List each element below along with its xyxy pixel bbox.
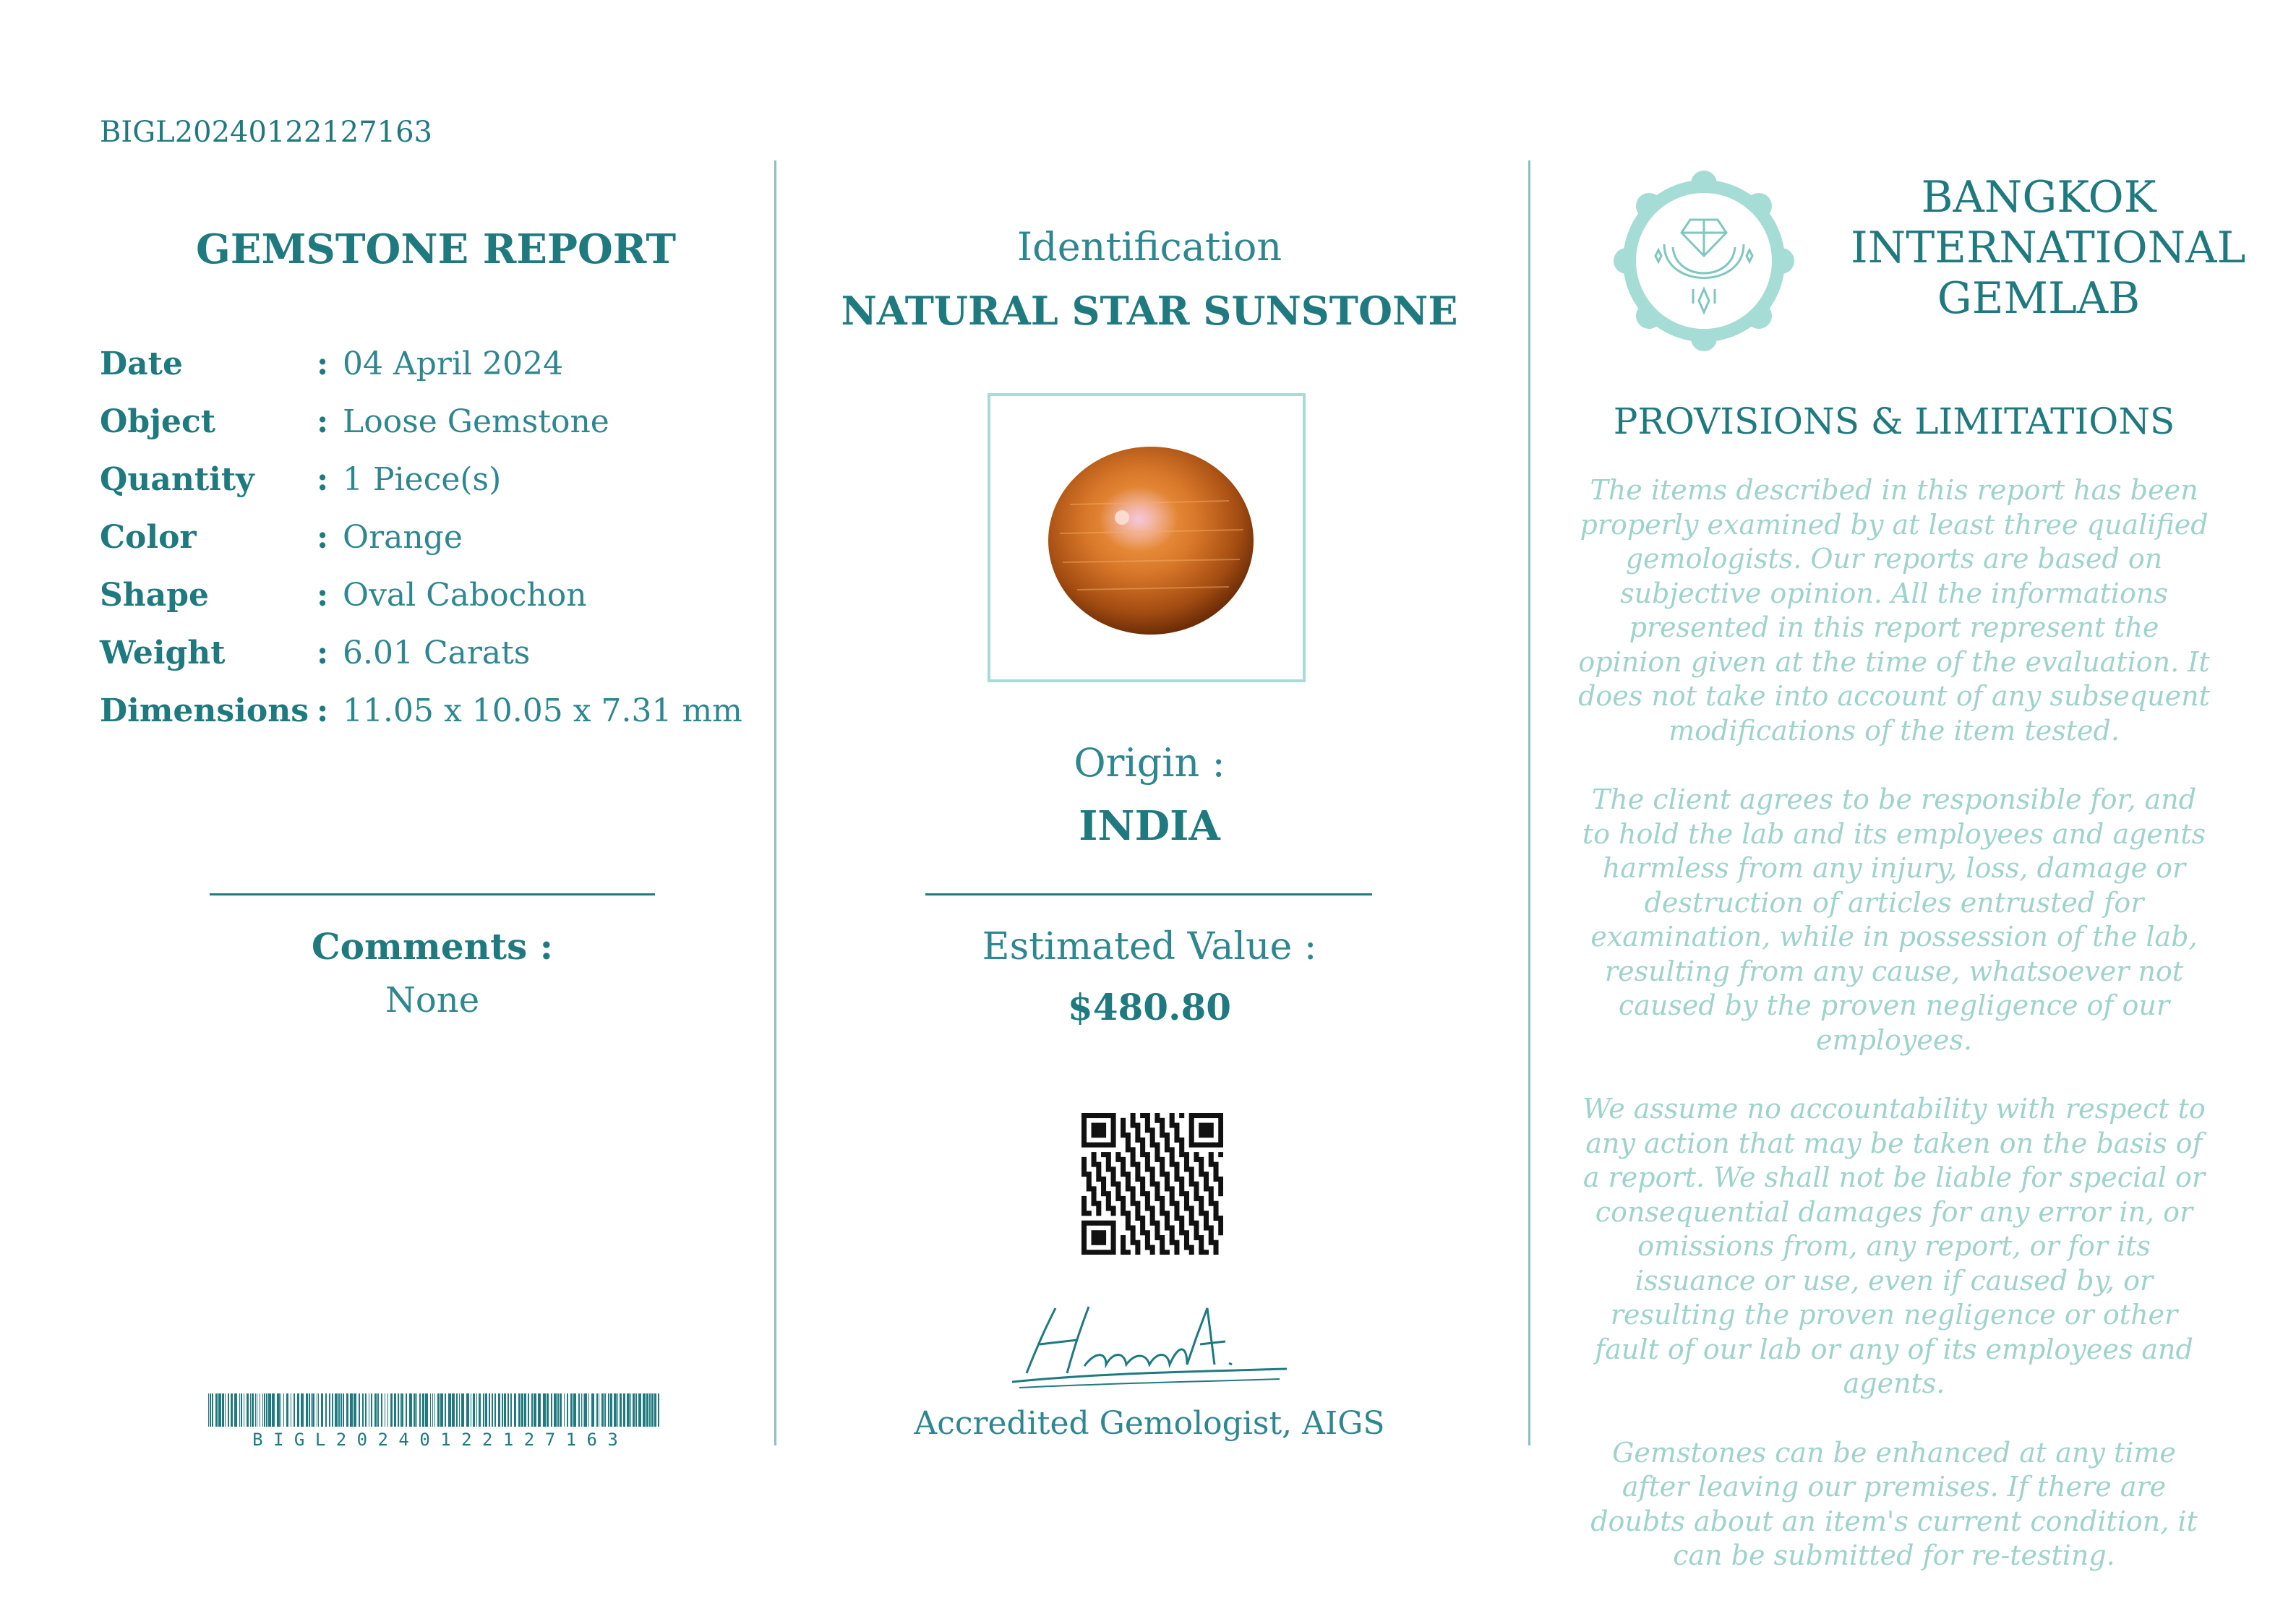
- provisions-paragraph: The items described in this report has been properly examined by at least three qualified gemologists. Our reports are based on subjective opinion. All the informations presented in this report represent the opinion given at the time of the evaluation. It does not take into account of any subsequent modifications of the item tested.: [1578, 474, 2210, 747]
- detail-value: 1 Piece(s): [343, 461, 502, 498]
- gemologist-signature: [998, 1294, 1301, 1395]
- comments-label: Comments :: [311, 925, 554, 968]
- gemologist-caption: Accredited Gemologist, AIGS: [914, 1405, 1385, 1442]
- detail-label: Date: [100, 345, 183, 382]
- estimated-value: $480.80: [1067, 986, 1232, 1028]
- lab-name: [1851, 172, 2246, 324]
- detail-value: Loose Gemstone: [343, 403, 609, 440]
- identification-label: Identification: [1016, 224, 1282, 270]
- detail-row-object: [100, 403, 609, 447]
- provisions-paragraph: The client agrees to be responsible for, and to hold the lab and its employees and agents harmless from any injury, loss, damage or destruction of articles entrusted for examination, while in possession of the lab, resulting from any cause, whatsoever not caused by the proven negligence of our employees.: [1582, 783, 2206, 1056]
- lab-seal-logo: [1609, 166, 1799, 356]
- origin-label: Origin :: [1074, 740, 1225, 786]
- comments-divider: [210, 893, 655, 895]
- origin-value: INDIA: [1079, 802, 1220, 850]
- provisions-text: [1576, 473, 2212, 1608]
- lab-name-line2: INTERNATIONAL: [1851, 223, 2246, 273]
- detail-value: 6.01 Carats: [343, 635, 531, 671]
- lab-name-line3: GEMLAB: [1937, 273, 2141, 324]
- detail-label: Object: [100, 403, 216, 440]
- detail-row-shape: [100, 577, 587, 620]
- detail-colon: :: [317, 461, 329, 498]
- detail-label: Dimensions: [100, 692, 309, 729]
- gemstone-photo-frame: [988, 393, 1306, 682]
- detail-value: 04 April 2024: [343, 345, 564, 382]
- comments-value: None: [385, 980, 480, 1021]
- detail-colon: :: [317, 519, 329, 556]
- identification-value: NATURAL STAR SUNSTONE: [841, 288, 1458, 334]
- report-title: GEMSTONE REPORT: [195, 225, 677, 273]
- detail-colon: :: [317, 403, 329, 440]
- barcode-text: B I G L 2 0 2 4 0 1 2 2 1 2 7 1 6 3: [252, 1430, 618, 1450]
- provisions-title: PROVISIONS & LIMITATIONS: [1613, 400, 2175, 442]
- detail-row-quantity: [100, 461, 501, 504]
- detail-label: Weight: [100, 635, 226, 671]
- column-divider-right: [1528, 160, 1530, 1445]
- detail-label: Shape: [100, 577, 210, 614]
- detail-colon: :: [317, 635, 329, 671]
- value-divider: [925, 893, 1372, 895]
- detail-colon: :: [317, 577, 329, 614]
- report-number: BIGL20240122127163: [100, 116, 432, 149]
- detail-colon: :: [317, 692, 329, 729]
- qr-code: [1081, 1113, 1223, 1255]
- detail-row-weight: [100, 635, 530, 678]
- provisions-paragraph: We assume no accountability with respect to any action that may be taken on the basis of a report. We shall not be liable for special or consequential damages for any error in, or omissions from, any report, or for its issuance or use, even if caused by, or resulting the proven negligence or other fault of our lab or any of its employees and agents.: [1582, 1093, 2206, 1399]
- barcode: [208, 1393, 662, 1430]
- column-divider-left: [774, 160, 776, 1445]
- gemstone-photo: [990, 396, 1303, 679]
- detail-label: Quantity: [100, 461, 254, 498]
- detail-row-date: [100, 345, 563, 389]
- detail-row-dimensions: [100, 692, 742, 736]
- detail-value: Oval Cabochon: [343, 577, 587, 614]
- detail-value: Orange: [343, 519, 463, 556]
- provisions-paragraph: Gemstones can be enhanced at any time after leaving our premises. If there are doubts about an item's current condition, it can be submitted for re-testing.: [1590, 1436, 2198, 1571]
- detail-row-color: [100, 519, 463, 562]
- lab-name-line1: BANGKOK: [1921, 172, 2156, 223]
- detail-value: 11.05 x 10.05 x 7.31 mm: [343, 692, 742, 729]
- estimated-value-label: Estimated Value :: [982, 925, 1317, 968]
- detail-colon: :: [317, 345, 329, 382]
- detail-label: Color: [100, 519, 197, 556]
